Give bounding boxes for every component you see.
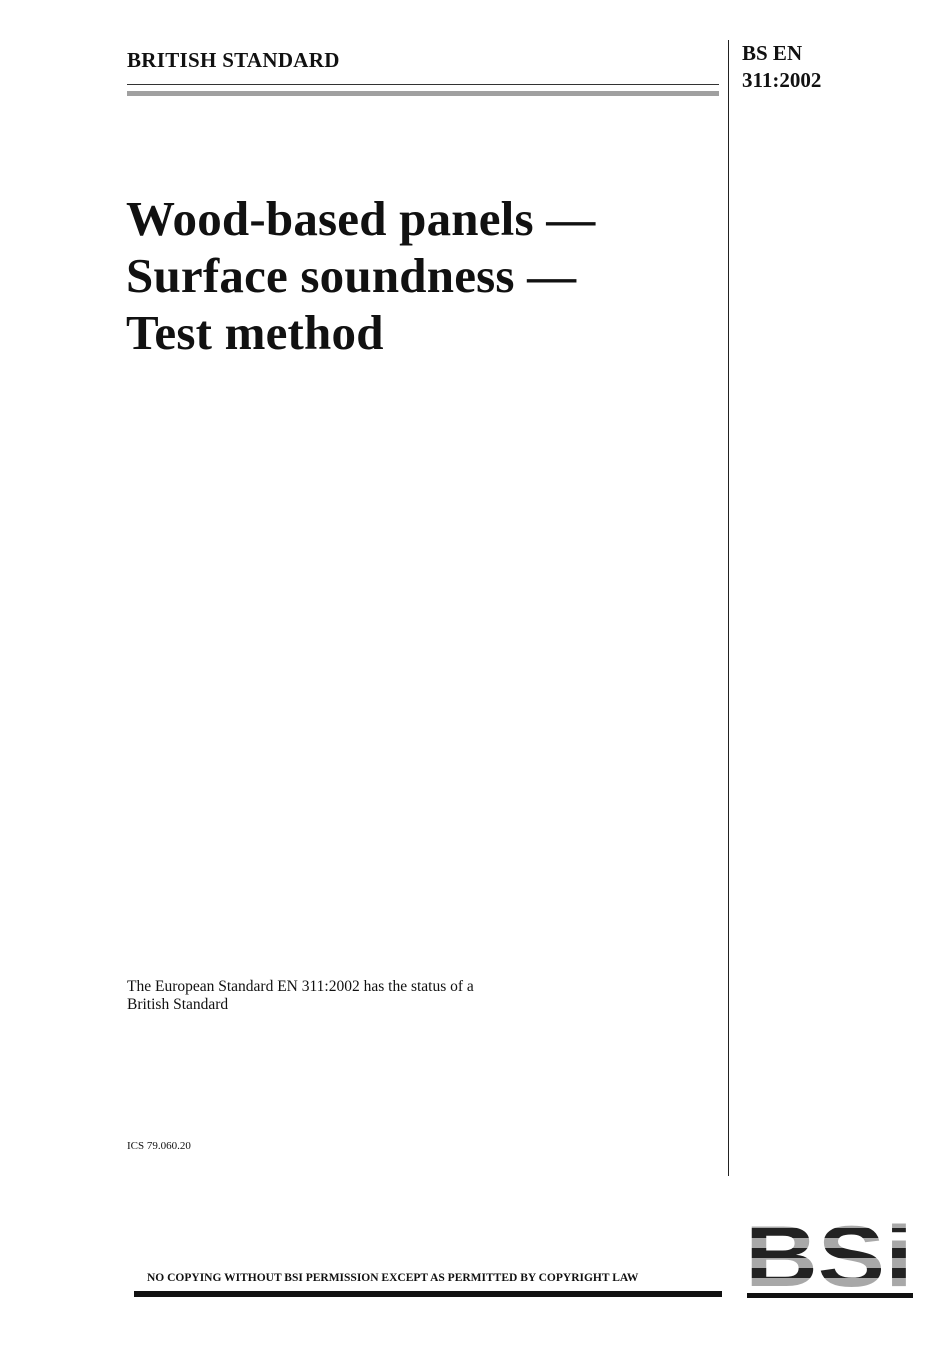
title-line-3: Test method [126,305,384,360]
title-line-1: Wood-based panels — [126,191,596,246]
status-line-2: British Standard [127,996,229,1013]
bsi-logo [745,1222,915,1288]
footer-rule [134,1291,722,1297]
document-title [126,190,595,361]
status-statement [127,978,474,1014]
header-thin-rule [127,84,719,85]
copyright-notice: NO COPYING WITHOUT BSI PERMISSION EXCEPT AS PERMITTED BY COPYRIGHT LAW [147,1272,639,1284]
vertical-divider [728,40,729,1176]
document-series-label: BRITISH STANDARD [127,48,340,72]
standard-number-line-1: BS EN [742,41,803,65]
status-line-1: The European Standard EN 311:2002 has the status of a [127,978,474,995]
standard-number [742,40,821,94]
header-thick-rule [127,91,719,96]
standard-number-line-2: 311:2002 [742,68,822,92]
ics-code: ICS 79.060.20 [127,1140,191,1152]
logo-underline [747,1293,913,1298]
title-line-2: Surface soundness — [126,248,577,303]
